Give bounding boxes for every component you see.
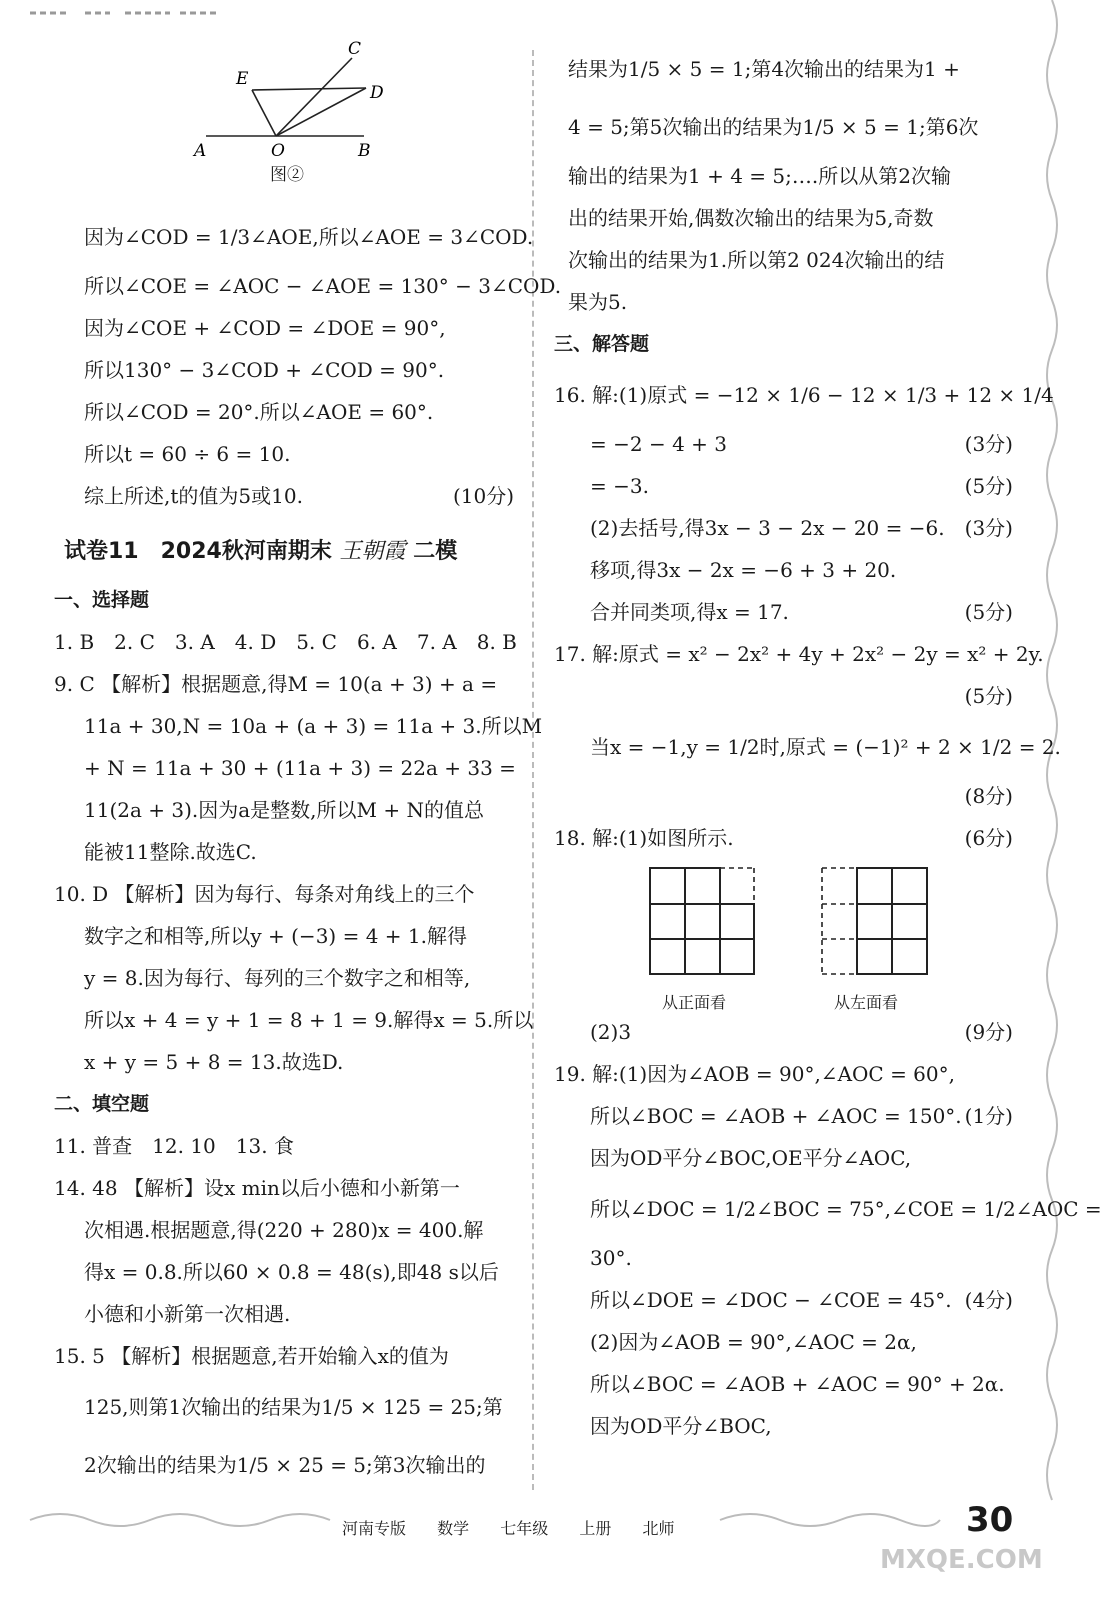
q19-text: 30°. <box>590 1246 632 1270</box>
paper-title-signature: 王朝霞 <box>339 539 406 564</box>
q16-text: = −2 − 4 + 3 <box>590 432 727 456</box>
q16-line <box>568 592 1013 634</box>
label-b: B <box>358 141 371 161</box>
q17-text: 当x = −1,y = 1/2时,原式 = (−1)² + 2 × 1/2 = 2. <box>590 735 1061 759</box>
q19-line <box>568 1280 1013 1322</box>
q10-line: 10. D 【解析】因为每行、每条对角线上的三个 <box>54 882 475 906</box>
q17-line <box>554 634 1044 676</box>
section-heading-fill: 二、填空题 <box>54 1093 150 1115</box>
label-a: A <box>194 141 207 161</box>
q16-line <box>554 366 1054 424</box>
section-heading-solve: 三、解答题 <box>554 333 650 355</box>
conclusion-line <box>84 476 514 518</box>
footer-edition: 河南专版 <box>342 1519 407 1538</box>
footer-grade: 七年级 <box>500 1519 549 1538</box>
q19-line <box>568 1238 1013 1280</box>
right-column <box>554 40 1102 1448</box>
footer-info <box>342 1516 700 1539</box>
score-label: (5分) <box>964 600 1013 624</box>
q18-part2-text: (2)3 <box>590 1020 632 1044</box>
q16-text: 移项,得3x − 2x = −6 + 3 + 20. <box>590 558 897 582</box>
left-view-grid <box>820 866 930 976</box>
right-edge-decoration <box>1032 0 1072 1600</box>
angle-diagram <box>194 40 394 160</box>
q15-cont-line: 结果为1/5 × 5 = 1;第4次输出的结果为1 + <box>568 57 960 81</box>
solution-line: 所以∠COD = 20°.所以∠AOE = 60°. <box>84 400 434 424</box>
q16-text: 合并同类项,得x = 17. <box>590 600 789 624</box>
q9-line: 11a + 30,N = 10a + (a + 3) = 11a + 3.所以M <box>84 714 543 738</box>
q16-text: (2)去括号,得3x − 3 − 2x − 20 = −6. <box>590 516 945 540</box>
q17-line <box>568 718 1061 776</box>
watermark: MXQE.COM <box>880 1545 1043 1575</box>
q16-line <box>568 508 1013 550</box>
solution-line: 因为∠COD = 1/3∠AOE,所以∠AOE = 3∠COD. <box>84 225 534 249</box>
q9-line: + N = 11a + 30 + (11a + 3) = 22a + 33 = <box>84 756 516 780</box>
figure-caption: 图② <box>270 165 304 185</box>
label-d: D <box>370 83 384 103</box>
q9-line: 11(2a + 3).因为a是整数,所以M + N的值总 <box>84 798 484 822</box>
q19-text: 因为OD平分∠BOC, <box>590 1414 772 1438</box>
q16-text: = −3. <box>590 474 649 498</box>
q14-line: 小德和小新第一次相遇. <box>84 1302 291 1326</box>
score-label: (1分) <box>964 1104 1013 1128</box>
three-views <box>568 860 1013 1012</box>
q10-line: 所以x + 4 = y + 1 = 8 + 1 = 9.解得x = 5.所以 <box>84 1008 534 1032</box>
conclusion-text: 综上所述,t的值为5或10. <box>84 484 303 508</box>
q15-line: 15. 5 【解析】根据题意,若开始输入x的值为 <box>54 1344 449 1368</box>
choice-answers: 1. B 2. C 3. A 4. D 5. C 6. A 7. A 8. B <box>54 630 517 654</box>
q9-line: 能被11整除.故选C. <box>84 840 257 864</box>
paper-title-suffix: 二模 <box>413 539 458 564</box>
score-label: (4分) <box>964 1288 1013 1312</box>
solution-line: 所以t = 60 ÷ 6 = 10. <box>84 442 291 466</box>
left-column <box>54 39 562 1494</box>
left-view-caption: 从左面看 <box>834 993 899 1012</box>
q17-line <box>568 776 1013 818</box>
q14-line: 14. 48 【解析】设x min以后小德和小新第一 <box>54 1176 460 1200</box>
q19-text: (2)因为∠AOB = 90°,∠AOC = 2α, <box>590 1330 917 1354</box>
q14-line: 次相遇.根据题意,得(220 + 280)x = 400.解 <box>84 1218 484 1242</box>
q19-text: 所以∠BOC = ∠AOB + ∠AOC = 150°. <box>590 1104 962 1128</box>
q19-line <box>568 1138 1013 1180</box>
q16-line <box>568 550 1013 592</box>
top-edge-decoration <box>30 8 230 18</box>
q19-line <box>554 1054 1013 1096</box>
fill-answers: 11. 普查 12. 10 13. 食 <box>54 1134 294 1158</box>
footer-volume: 上册 <box>579 1519 612 1538</box>
q16-line <box>568 424 1013 466</box>
front-view-caption: 从正面看 <box>662 993 727 1012</box>
q19-text: 所以∠DOE = ∠DOC − ∠COE = 45°. <box>590 1288 952 1312</box>
q18-text: 18. 解:(1)如图所示. <box>554 826 734 850</box>
q17-text: 17. 解:原式 = x² − 2x² + 4y + 2x² − 2y = x² + 2y. <box>554 642 1044 666</box>
q15-cont-line: 输出的结果为1 + 4 = 5;….所以从第2次输 <box>568 164 951 188</box>
q19-text: 19. 解:(1)因为∠AOB = 90°,∠AOC = 60°, <box>554 1062 955 1086</box>
solution-line: 因为∠COE + ∠COD = ∠DOE = 90°, <box>84 316 446 340</box>
q18-part2-line <box>568 1012 1013 1054</box>
q15-line: 125,则第1次输出的结果为1/5 × 125 = 25;第 <box>84 1395 503 1419</box>
label-o: O <box>271 141 285 161</box>
q10-line: x + y = 5 + 8 = 13.故选D. <box>84 1050 344 1074</box>
score-label: (6分) <box>964 826 1013 850</box>
paper-title-prefix: 试卷11 2024秋河南期末 <box>64 539 332 564</box>
section-heading-choice: 一、选择题 <box>54 589 150 611</box>
q18-line <box>554 818 1013 860</box>
footer-subject: 数学 <box>437 1519 470 1538</box>
label-c: C <box>348 39 362 59</box>
label-e: E <box>236 69 249 89</box>
q16-text: 16. 解:(1)原式 = −12 × 1/6 − 12 × 1/3 + 12 × 1/4 <box>554 383 1054 407</box>
q14-line: 得x = 0.8.所以60 × 0.8 = 48(s),即48 s以后 <box>84 1260 499 1284</box>
score-label: (3分) <box>964 516 1013 540</box>
q15-cont-line: 次输出的结果为1.所以第2 024次输出的结 <box>568 248 945 272</box>
paper-title <box>64 532 514 580</box>
solution-line: 所以∠COE = ∠AOC − ∠AOE = 130° − 3∠COD. <box>84 274 562 298</box>
q16-line <box>568 466 1013 508</box>
figure-2 <box>84 40 514 208</box>
q19-line <box>568 1406 1013 1448</box>
q19-text: 所以∠BOC = ∠AOB + ∠AOC = 90° + 2α. <box>590 1372 1005 1396</box>
q19-line <box>568 1180 1102 1238</box>
score-label: (10分) <box>452 484 514 508</box>
score-label: (8分) <box>964 784 1013 808</box>
score-label: (3分) <box>964 432 1013 456</box>
column-divider <box>532 50 534 1490</box>
front-view-grid <box>648 866 758 976</box>
q19-text: 所以∠DOC = 1/2∠BOC = 75°,∠COE = 1/2∠AOC = <box>590 1197 1102 1221</box>
q15-cont-line: 出的结果开始,偶数次输出的结果为5,奇数 <box>568 206 934 230</box>
q9-line: 9. C 【解析】根据题意,得M = 10(a + 3) + a = <box>54 672 498 696</box>
q10-line: 数字之和相等,所以y + (−3) = 4 + 1.解得 <box>84 924 467 948</box>
solution-line: 所以130° − 3∠COD + ∠COD = 90°. <box>84 358 445 382</box>
score-label: (9分) <box>964 1020 1013 1044</box>
q15-cont-line: 果为5. <box>568 290 628 314</box>
score-label: (5分) <box>964 684 1013 708</box>
q19-line <box>568 1322 1013 1364</box>
score-label: (5分) <box>964 474 1013 498</box>
page-number: 30 <box>966 1500 1014 1540</box>
q19-line <box>568 1364 1013 1406</box>
q10-line: y = 8.因为每行、每列的三个数字之和相等, <box>84 966 471 990</box>
q19-text: 因为OD平分∠BOC,OE平分∠AOC, <box>590 1146 912 1170</box>
q15-cont-line: 4 = 5;第5次输出的结果为1/5 × 5 = 1;第6次 <box>568 115 979 139</box>
q15-line: 2次输出的结果为1/5 × 25 = 5;第3次输出的 <box>84 1453 486 1477</box>
q19-line <box>568 1096 1013 1138</box>
q17-line <box>568 676 1013 718</box>
footer-publisher: 北师 <box>642 1519 675 1538</box>
